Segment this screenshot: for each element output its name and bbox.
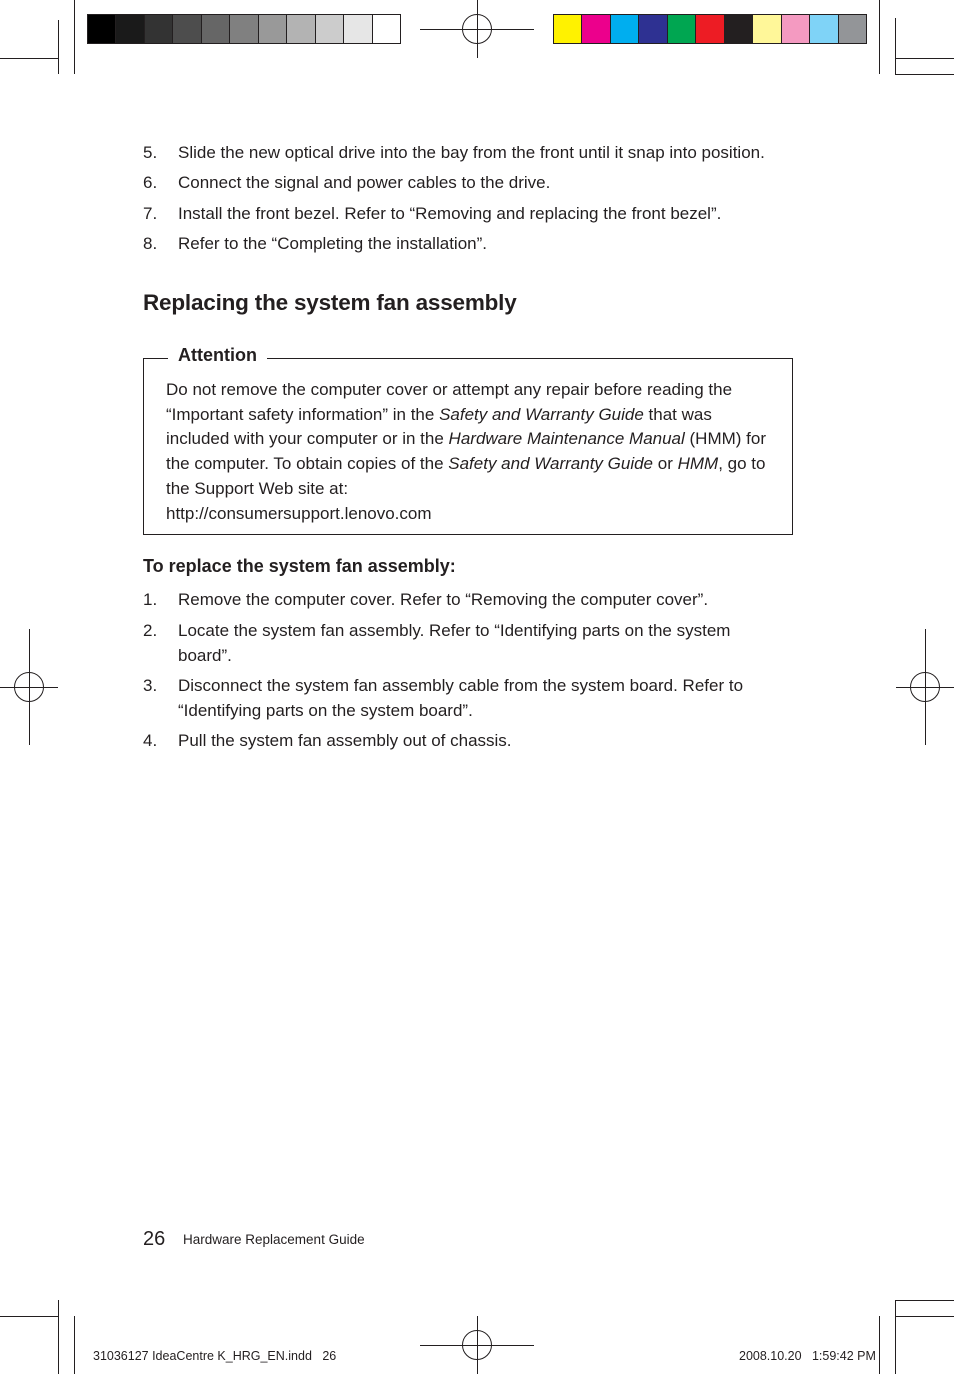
color-swatch — [639, 15, 667, 43]
color-swatch — [810, 15, 838, 43]
step-text: Connect the signal and power cables to the drive. — [178, 173, 551, 192]
color-swatch — [373, 15, 400, 43]
attention-italic: Safety and Warranty Guide — [448, 454, 654, 474]
attention-text: , go to the Support Web site at: — [166, 454, 766, 498]
crop-mark — [879, 0, 880, 74]
color-swatch — [145, 15, 173, 43]
list-item — [143, 232, 803, 257]
crop-mark — [895, 74, 954, 75]
color-swatch — [173, 15, 201, 43]
attention-body — [166, 378, 776, 526]
color-swatch — [230, 15, 258, 43]
attention-text: that was included with your computer or in the — [166, 404, 712, 449]
list-item — [143, 674, 803, 723]
step-text: Install the front bezel. Refer to “Removing and replacing the front bezel”. — [178, 204, 722, 223]
color-swatch — [725, 15, 753, 43]
attention-title: Attention — [168, 345, 267, 366]
attention-text: or — [653, 454, 678, 474]
color-swatch — [582, 15, 610, 43]
crop-mark — [895, 1316, 954, 1317]
footer-guide-title: Hardware Replacement Guide — [183, 1232, 365, 1247]
color-swatch — [344, 15, 372, 43]
step-text: Refer to the “Completing the installation”. — [178, 234, 487, 253]
slug-filename: 31036127 IdeaCentre K_HRG_EN.indd 26 — [93, 1349, 337, 1363]
step-text: Pull the system fan assembly out of chassis. — [178, 731, 512, 750]
step-text: Remove the computer cover. Refer to “Removing the computer cover”. — [178, 590, 709, 609]
attention-italic: Hardware Maintenance Manual — [448, 429, 685, 449]
crop-mark — [58, 20, 59, 74]
color-swatch — [316, 15, 344, 43]
crop-mark — [74, 1316, 75, 1374]
attention-text: Do not remove the computer cover or attempt any repair before reading the “Important safety information” in the — [166, 380, 733, 424]
step-number: 7. — [143, 204, 158, 223]
step-number: 1. — [143, 590, 158, 609]
attention-italic: Safety and Warranty Guide — [439, 404, 644, 424]
color-swatch — [88, 15, 116, 43]
step-number: 4. — [143, 731, 158, 750]
crop-mark — [0, 1316, 59, 1317]
attention-italic: HMM — [677, 454, 719, 474]
registration-mark-icon — [0, 629, 58, 745]
step-number: 3. — [143, 676, 158, 695]
step-text: Locate the system fan assembly. Refer to “Identifying parts on the system board”. — [178, 621, 731, 665]
step-number: 6. — [143, 173, 158, 192]
color-swatch — [259, 15, 287, 43]
registration-mark-icon — [420, 0, 534, 58]
attention-text: (HMM) for the computer. To obtain copies of the — [166, 429, 767, 474]
list-item — [143, 729, 803, 754]
list-item — [143, 202, 803, 227]
step-number: 2. — [143, 621, 158, 640]
page-number: 26 — [143, 1228, 166, 1250]
crop-mark — [879, 1316, 880, 1374]
registration-mark-icon — [420, 1316, 534, 1374]
step-number: 8. — [143, 234, 158, 253]
crop-mark — [895, 18, 896, 74]
step-text: Disconnect the system fan assembly cable from the system board. Refer to “Identifying parts on the system board”. — [178, 676, 744, 720]
crop-mark — [58, 1300, 59, 1374]
color-swatch — [202, 15, 230, 43]
color-swatch — [696, 15, 724, 43]
step-text: Slide the new optical drive into the bay from the front until it snap into position. — [178, 143, 765, 162]
procedure-heading: To replace the system fan assembly: — [143, 556, 456, 576]
color-swatch — [287, 15, 315, 43]
registration-mark-icon — [896, 629, 954, 745]
list-item — [143, 588, 803, 613]
crop-mark — [0, 58, 59, 59]
color-swatch — [782, 15, 810, 43]
step-number: 5. — [143, 143, 158, 162]
crop-mark — [895, 58, 954, 59]
color-swatch — [554, 15, 582, 43]
list-item — [143, 619, 803, 668]
slug-datetime: 2008.10.20 1:59:42 PM — [739, 1349, 876, 1363]
crop-mark — [895, 1300, 896, 1374]
color-bar — [553, 14, 867, 44]
crop-mark — [895, 1300, 954, 1301]
color-swatch — [839, 15, 866, 43]
color-swatch — [116, 15, 144, 43]
list-item — [143, 171, 803, 196]
section-title: Replacing the system fan assembly — [143, 290, 517, 315]
color-swatch — [753, 15, 781, 43]
list-item — [143, 141, 803, 166]
color-swatch — [611, 15, 639, 43]
color-swatch — [668, 15, 696, 43]
support-url: http://consumersupport.lenovo.com — [166, 503, 432, 523]
crop-mark — [74, 0, 75, 74]
grayscale-bar — [87, 14, 401, 44]
